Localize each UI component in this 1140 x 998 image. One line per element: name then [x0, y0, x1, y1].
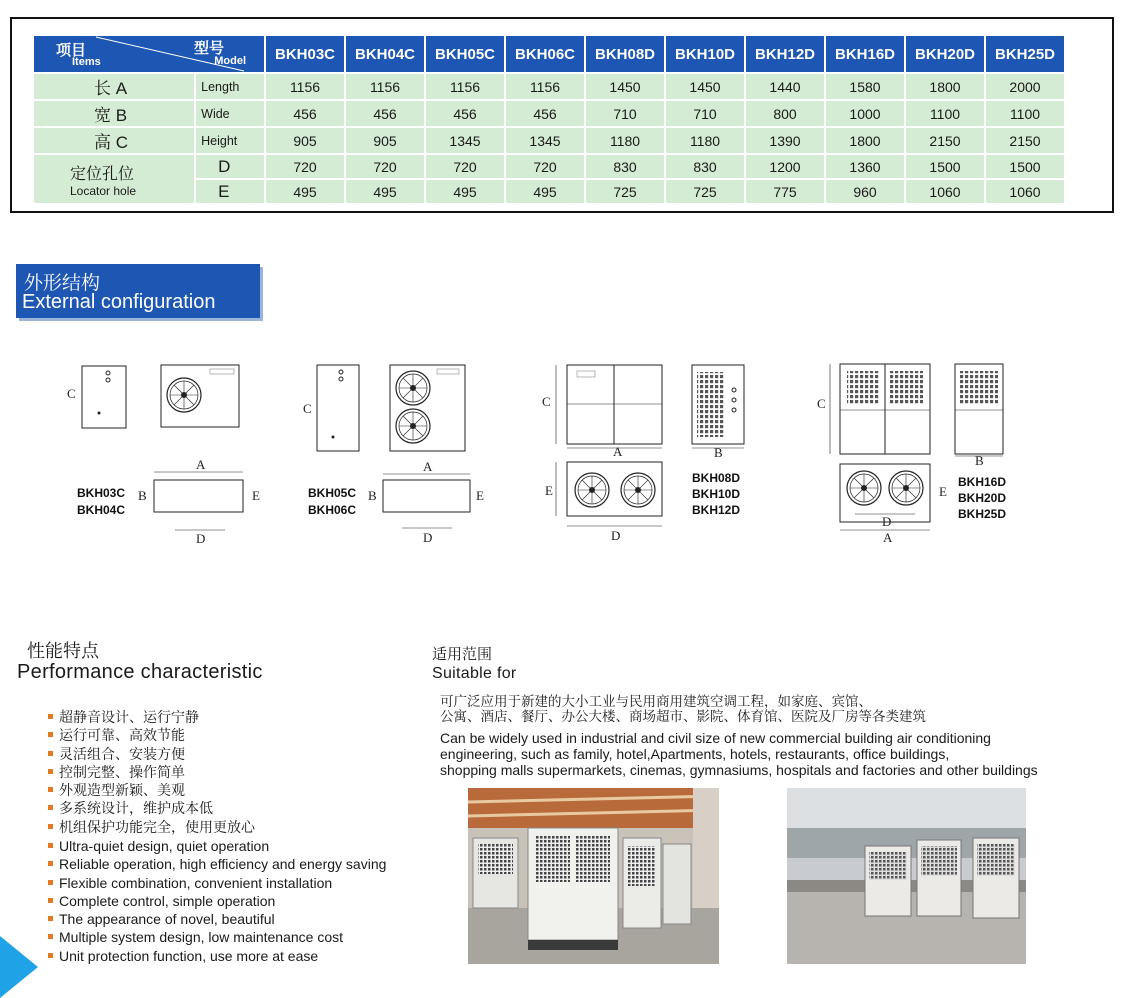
installation-photo-rooftop	[787, 788, 1026, 964]
front-grill	[890, 371, 923, 405]
table-cell: 456	[426, 101, 504, 126]
drawing-group-bkh08d-12d	[542, 365, 744, 543]
row-label-cn: 宽 B	[34, 101, 194, 126]
suitable-text-cn: 可广泛应用于新建的大小工业与民用商用建筑空调工程，如家庭、宾馆、	[440, 694, 872, 709]
suitable-text-en: engineering, such as family, hotel,Apartments, hotels, restaurants, office buildings,	[440, 746, 950, 762]
suitable-title-cn: 适用范围	[432, 646, 493, 663]
bullet-icon	[48, 751, 53, 756]
list-item-text: Reliable operation, high efficiency and energy saving	[59, 856, 387, 873]
locator-label-en: Locator hole	[70, 183, 137, 198]
fan-icon	[575, 473, 609, 507]
list-item	[48, 837, 386, 855]
list-item	[48, 874, 386, 892]
external-configuration-header	[16, 264, 260, 318]
table-cell: 905	[266, 128, 344, 153]
bullet-icon	[48, 861, 53, 866]
spec-table	[32, 34, 1066, 205]
row-label-cn: 长 A	[34, 74, 194, 99]
table-cell: 1156	[266, 74, 344, 99]
dim-label-a: A	[613, 444, 623, 459]
model-header: BKH05C	[426, 36, 504, 72]
table-header-row	[34, 36, 1064, 72]
list-item	[48, 799, 255, 817]
table-cell: 2000	[986, 74, 1064, 99]
table-cell: 1800	[906, 74, 984, 99]
table-cell: 1060	[906, 180, 984, 203]
fan-icon	[889, 471, 923, 505]
table-cell: 1500	[986, 155, 1064, 178]
list-item-text: 超静音设计、运行宁静	[59, 709, 199, 725]
model-label: BKH16D	[958, 475, 1007, 489]
table-cell: 1000	[826, 101, 904, 126]
table-cell: 2150	[986, 128, 1064, 153]
model-header: BKH20D	[906, 36, 984, 72]
table-cell: 1450	[586, 74, 664, 99]
bullet-icon	[48, 898, 53, 903]
table-cell: 1156	[426, 74, 504, 99]
table-corner-cell	[34, 36, 264, 72]
external-title-cn: 外形结构	[24, 273, 101, 294]
table-cell: 1360	[826, 155, 904, 178]
table-cell: 495	[346, 180, 424, 203]
drawing-group-bkh05c-06c	[303, 365, 484, 545]
model-label: BKH04C	[77, 503, 126, 517]
table-cell: 456	[266, 101, 344, 126]
locator-label-cn: 定位孔位	[70, 165, 135, 183]
side-view	[82, 366, 126, 428]
suitable-text-en: shopping malls supermarkets, cinemas, gymnasiums, hospitals and factories and other buildings	[440, 762, 1038, 778]
table-cell: 1580	[826, 74, 904, 99]
corner-arrow-icon	[0, 936, 40, 998]
list-item-text: Multiple system design, low maintenance cost	[59, 929, 344, 946]
table-cell: 720	[346, 155, 424, 178]
items-label-cn: 项目	[56, 42, 87, 59]
list-item-text: 控制完整、操作简单	[59, 763, 185, 780]
table-cell: 1345	[426, 128, 504, 153]
suitable-text-en: Can be widely used in industrial and civil size of new commercial building air conditioning	[440, 730, 991, 746]
table-cell: 1180	[586, 128, 664, 153]
table-cell: 1500	[906, 155, 984, 178]
model-label: BKH05C	[308, 486, 357, 500]
list-item-text: 机组保护功能完全，使用更放心	[59, 818, 255, 835]
locator-hole-label	[34, 155, 194, 203]
side-grill	[697, 372, 725, 437]
drawing-group-bkh16d-25d	[817, 364, 1006, 545]
model-label: BKH03C	[77, 486, 126, 500]
list-item-text: 外观造型新颖、美观	[59, 782, 185, 799]
bullet-icon	[48, 714, 53, 719]
table-cell: 1440	[746, 74, 824, 99]
row-label-en: Length	[196, 74, 264, 99]
table-cell: 2150	[906, 128, 984, 153]
row-label-en: Height	[196, 128, 264, 153]
table-cell: 905	[346, 128, 424, 153]
dim-label-c: C	[817, 396, 826, 411]
performance-title-en: Performance characteristic	[17, 661, 263, 683]
bullet-icon	[48, 916, 53, 921]
model-header: BKH10D	[666, 36, 744, 72]
front-grill	[847, 371, 880, 405]
table-cell: 1156	[506, 74, 584, 99]
list-item	[48, 818, 255, 836]
items-label-en: Items	[72, 56, 101, 68]
model-label: BKH10D	[692, 487, 741, 501]
dim-label-d: D	[423, 530, 433, 545]
unit-drawings	[0, 340, 1140, 560]
fan-icon	[167, 378, 201, 412]
row-label-en: Wide	[196, 101, 264, 126]
bullet-icon	[48, 880, 53, 885]
table-cell: 1180	[666, 128, 744, 153]
row-label-cn: 高 C	[34, 128, 194, 153]
table-cell: 495	[426, 180, 504, 203]
table-cell: 720	[506, 155, 584, 178]
fan-icon	[396, 409, 430, 443]
model-header: BKH03C	[266, 36, 344, 72]
performance-list-cn	[48, 708, 255, 836]
table-cell: 1200	[746, 155, 824, 178]
list-item-text: 灵活组合、安装方便	[59, 745, 185, 762]
dim-label-d: D	[196, 531, 206, 546]
model-header: BKH06C	[506, 36, 584, 72]
table-cell: 1100	[906, 101, 984, 126]
model-label: BKH06C	[308, 503, 357, 517]
list-item	[48, 892, 386, 910]
bullet-icon	[48, 769, 53, 774]
table-cell: 830	[666, 155, 744, 178]
dim-label-d: D	[611, 528, 621, 543]
dim-label-c: C	[67, 386, 76, 401]
table-cell: 720	[426, 155, 504, 178]
list-item	[48, 947, 386, 965]
table-cell: 456	[346, 101, 424, 126]
table-cell: 725	[666, 180, 744, 203]
performance-title-cn: 性能特点	[27, 641, 99, 661]
model-label: BKH20D	[958, 491, 1007, 505]
table-cell: 720	[266, 155, 344, 178]
bullet-icon	[48, 843, 53, 848]
performance-list-en	[48, 837, 386, 965]
table-cell: 800	[746, 101, 824, 126]
list-item	[48, 910, 386, 928]
dim-label-b: B	[368, 488, 377, 503]
dim-label-d: D	[882, 514, 892, 529]
model-header: BKH16D	[826, 36, 904, 72]
list-item-text: Unit protection function, use more at ease	[59, 947, 319, 964]
bullet-icon	[48, 934, 53, 939]
bullet-icon	[48, 732, 53, 737]
list-item-text: 多系统设计，维护成本低	[59, 800, 213, 817]
table-cell: 1060	[986, 180, 1064, 203]
locator-letter: E	[196, 180, 264, 203]
bullet-icon	[48, 805, 53, 810]
list-item	[48, 726, 255, 744]
suitable-text-cn: 公寓、酒店、餐厅、办公大楼、商场超市、影院、体育馆、医院及厂房等各类建筑	[440, 709, 926, 724]
external-title-en: External configuration	[22, 291, 216, 313]
dim-label-c: C	[303, 401, 312, 416]
bullet-icon	[48, 953, 53, 958]
list-item	[48, 928, 386, 946]
list-item	[48, 781, 255, 799]
list-item-text: 运行可靠、高效节能	[59, 727, 185, 744]
model-label-en: Model	[214, 55, 246, 67]
fan-icon	[621, 473, 655, 507]
dim-label-a: A	[196, 457, 206, 472]
table-cell: 1800	[826, 128, 904, 153]
table-cell: 495	[506, 180, 584, 203]
dim-label-e: E	[545, 483, 553, 498]
locator-letter: D	[196, 155, 264, 178]
dim-label-a: A	[883, 530, 893, 545]
table-cell: 1100	[986, 101, 1064, 126]
top-view	[154, 480, 243, 512]
table-cell: 710	[586, 101, 664, 126]
dim-label-c: C	[542, 394, 551, 409]
table-row-height	[34, 128, 1064, 153]
table-cell: 775	[746, 180, 824, 203]
dim-label-b: B	[138, 488, 147, 503]
installation-photo-indoor	[468, 788, 719, 964]
list-item	[48, 855, 386, 873]
table-cell: 1390	[746, 128, 824, 153]
model-header: BKH12D	[746, 36, 824, 72]
table-cell: 1156	[346, 74, 424, 99]
table-cell: 495	[266, 180, 344, 203]
list-item	[48, 763, 255, 781]
spec-table-frame	[10, 17, 1114, 213]
table-row-locator-d	[34, 155, 1064, 178]
model-label-cn: 型号	[193, 40, 224, 57]
table-cell: 456	[506, 101, 584, 126]
model-header: BKH08D	[586, 36, 664, 72]
fan-icon	[396, 371, 430, 405]
bullet-icon	[48, 824, 53, 829]
model-label: BKH25D	[958, 507, 1007, 521]
table-cell: 1345	[506, 128, 584, 153]
bullet-icon	[48, 787, 53, 792]
list-item-text: Flexible combination, convenient installation	[59, 874, 333, 891]
side-grill	[960, 371, 998, 405]
table-row-wide	[34, 101, 1064, 126]
table-cell: 725	[586, 180, 664, 203]
list-item	[48, 745, 255, 763]
table-row-length	[34, 74, 1064, 99]
dim-label-e: E	[476, 488, 484, 503]
table-cell: 830	[586, 155, 664, 178]
side-view	[317, 365, 359, 451]
fan-icon	[847, 471, 881, 505]
table-cell: 710	[666, 101, 744, 126]
model-header: BKH25D	[986, 36, 1064, 72]
dim-label-b: B	[714, 445, 723, 460]
table-cell: 1450	[666, 74, 744, 99]
dim-label-a: A	[423, 459, 433, 474]
dim-label-b: B	[975, 453, 984, 468]
list-item-text: Ultra-quiet design, quiet operation	[59, 838, 270, 854]
top-view	[383, 480, 470, 512]
dim-label-e: E	[939, 484, 947, 499]
suitable-title-en: Suitable for	[432, 665, 517, 682]
list-item-text: The appearance of novel, beautiful	[59, 911, 275, 928]
model-label: BKH08D	[692, 471, 741, 485]
drawing-group-bkh03c-04c	[67, 365, 260, 546]
model-header: BKH04C	[346, 36, 424, 72]
list-item-text: Complete control, simple operation	[59, 892, 276, 909]
table-cell: 960	[826, 180, 904, 203]
dim-label-e: E	[252, 488, 260, 503]
model-label: BKH12D	[692, 503, 741, 517]
list-item	[48, 708, 255, 726]
